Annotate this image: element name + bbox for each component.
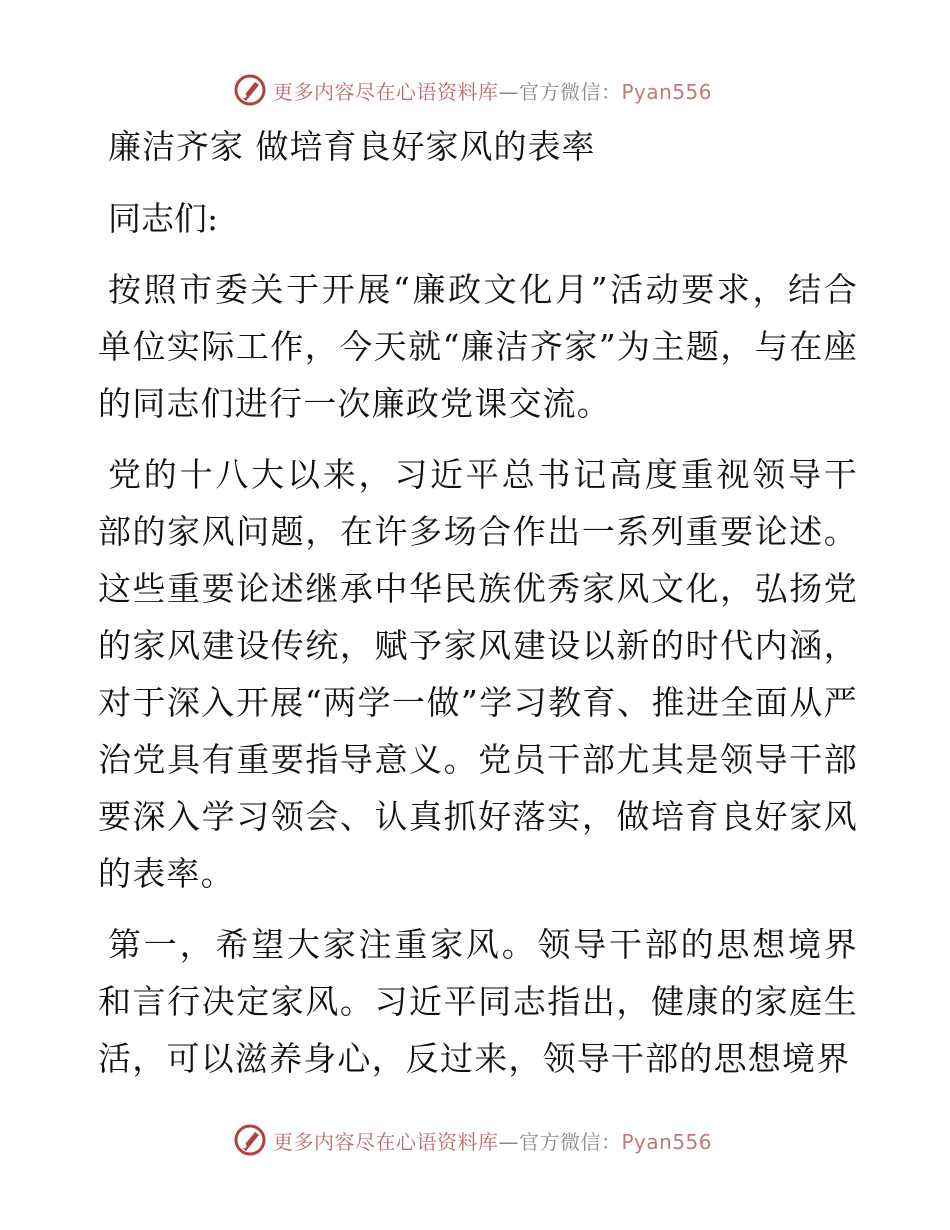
watermark-text: 更多内容尽在心语资料库—官方微信：Pyan556 (273, 1129, 713, 1154)
pen-logo-icon (233, 73, 267, 107)
header-watermark (233, 70, 753, 110)
pen-logo-icon (233, 1123, 267, 1157)
paragraph-2: 党的十八大以来，习近平总书记高度重视领导干部的家风问题，在许多场合作出一系列重要论述。这些重要论述继承中华民族优秀家风文化，弘扬党的家风建设传统，赋予家风建设以新的时代内涵，对于深入开展“两学一做”学习教育、推进全面从严治党具有重要指导意义。党员干部尤其是领导干部要深入学习领会、认真抓好落实，做培育良好家风的表率。 (98, 455, 858, 893)
salutation: 同志们: (108, 199, 219, 238)
paragraph-1: 按照市委关于开展“廉政文化月”活动要求，结合单位实际工作，今天就“廉洁齐家”为主题，与在座的同志们进行一次廉政党课交流。 (98, 270, 858, 423)
document-title: 廉洁齐家 做培育良好家风的表率 (108, 127, 596, 166)
document-body (98, 118, 858, 1087)
watermark-text: 更多内容尽在心语资料库—官方微信：Pyan556 (273, 79, 713, 104)
footer-watermark (233, 1120, 753, 1160)
paragraph-3: 第一，希望大家注重家风。领导干部的思想境界和言行决定家风。习近平同志指出，健康的家庭生活，可以滋养身心，反过来，领导干部的思想境界 (98, 925, 858, 1078)
